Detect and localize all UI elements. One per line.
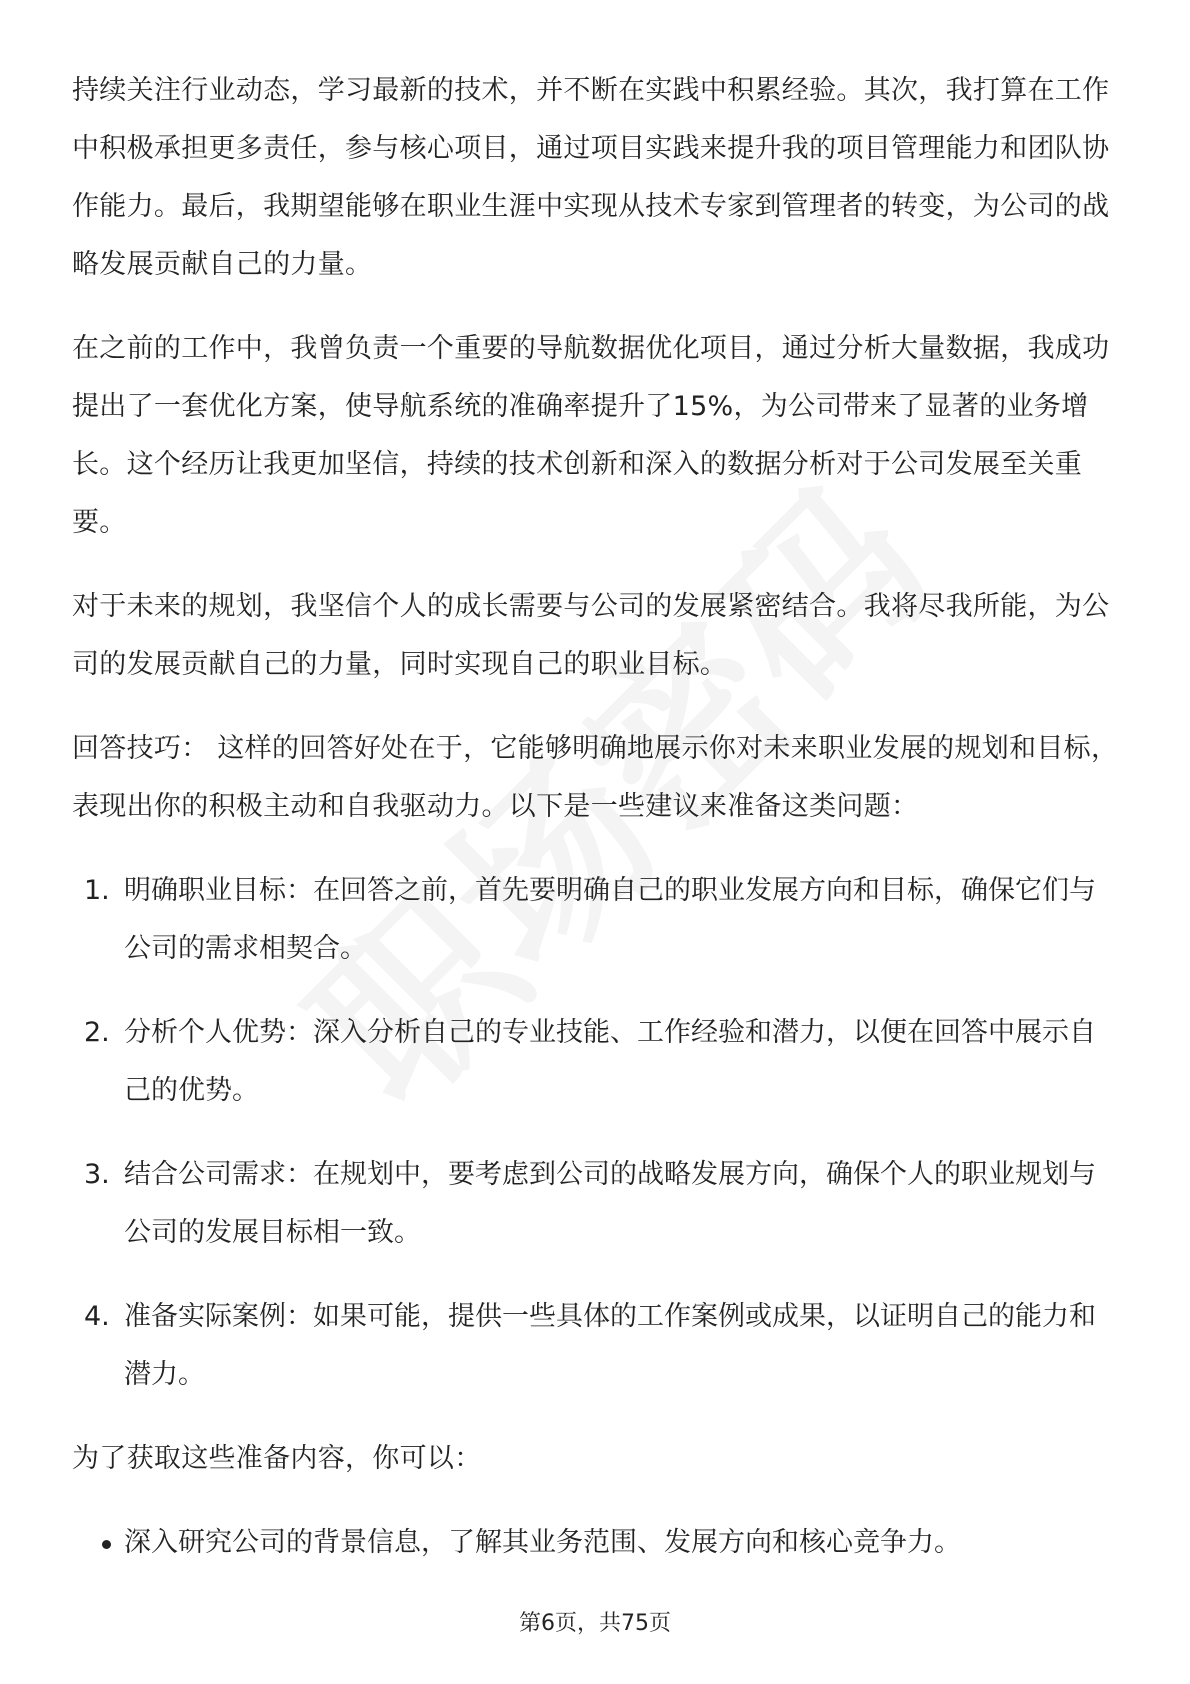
list-item — [72, 1146, 1122, 1262]
list-item — [72, 1004, 1122, 1120]
list-item-text: 明确职业目标：在回答之前，首先要明确自己的职业发展方向和目标，确保它们与公司的需求相契合。 — [124, 875, 1096, 964]
list-number: 1. — [84, 875, 110, 906]
paragraph-closing: 为了获取这些准备内容，你可以： — [72, 1443, 482, 1474]
bullet-item-text: 深入研究公司的背景信息，了解其业务范围、发展方向和核心竞争力。 — [124, 1527, 961, 1558]
bullet-item — [72, 1514, 1122, 1572]
paragraph-future-plan: 对于未来的规划，我坚信个人的成长需要与公司的发展紧密结合。我将尽我所能，为公司的发展贡献自己的力量，同时实现自己的职业目标。 — [72, 591, 1110, 680]
bullet-list — [72, 1514, 1122, 1572]
list-number: 3. — [84, 1159, 110, 1190]
paragraph-answer-tips: 回答技巧： 这样的回答好处在于，它能够明确地展示你对未来职业发展的规划和目标，表现出你的积极主动和自我驱动力。以下是一些建议来准备这类问题： — [72, 733, 1119, 822]
list-item-text: 分析个人优势：深入分析自己的专业技能、工作经验和潜力，以便在回答中展示自己的优势。 — [124, 1017, 1096, 1106]
list-number: 4. — [84, 1301, 110, 1332]
page-number: 第6页，共75页 — [519, 1611, 671, 1636]
page-content — [72, 62, 1122, 1572]
paragraph-project-experience: 在之前的工作中，我曾负责一个重要的导航数据优化项目，通过分析大量数据，我成功提出了一套优化方案，使导航系统的准确率提升了15%，为公司带来了显著的业务增长。这个经历让我更加坚信，持续的技术创新和深入的数据分析对于公司发展至关重要。 — [72, 333, 1110, 538]
tips-list — [72, 862, 1122, 1404]
list-item-text: 结合公司需求：在规划中，要考虑到公司的战略发展方向，确保个人的职业规划与公司的发展目标相一致。 — [124, 1159, 1096, 1248]
bullet-dot-icon — [102, 1540, 111, 1549]
paragraph-career-plan: 持续关注行业动态，学习最新的技术，并不断在实践中积累经验。其次，我打算在工作中积极承担更多责任，参与核心项目，通过项目实践来提升我的项目管理能力和团队协作能力。最后，我期望能够在职业生涯中实现从技术专家到管理者的转变，为公司的战略发展贡献自己的力量。 — [72, 75, 1110, 280]
list-item — [72, 1288, 1122, 1404]
list-item-text: 准备实际案例：如果可能，提供一些具体的工作案例或成果，以证明自己的能力和潜力。 — [124, 1301, 1096, 1390]
list-number: 2. — [84, 1017, 110, 1048]
list-item — [72, 862, 1122, 978]
